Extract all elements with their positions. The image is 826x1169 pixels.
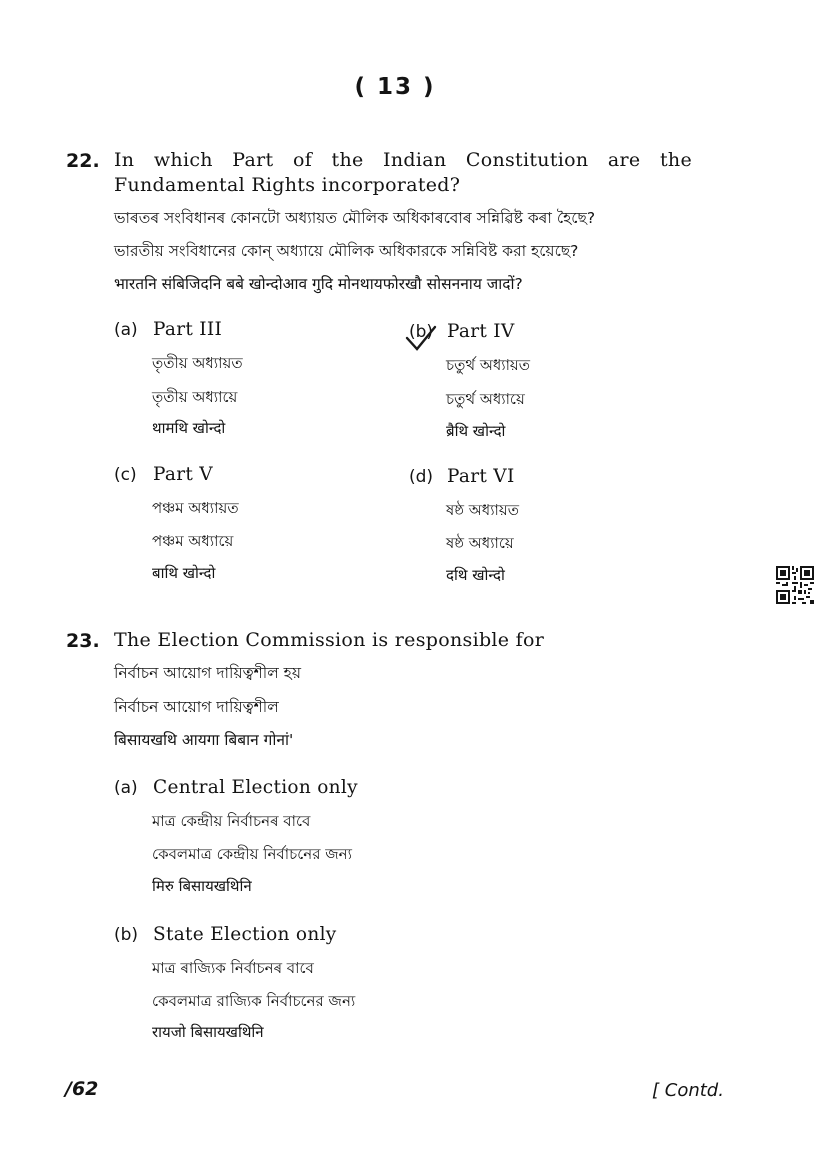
q23-option-a-bengali: কেবলমাত্র কেন্দ্রীয় নির্বাচনের জন্য xyxy=(152,845,352,863)
q23-option-b-assamese: মাত্ৰ ৰাজ্যিক নিৰ্বাচনৰ বাবে xyxy=(152,959,314,977)
question-22-bengali: ভারতীয় সংবিধানের কোন্ অধ্যায়ে মৌলিক অধিকারকে সন্নিবিষ্ট করা হয়েছে? xyxy=(114,242,579,260)
question-22-bodo: भारतनि संबिजिदनि बबे खोन्दोआव गुदि मोनथायफोरखौ सोसननाय जादों? xyxy=(114,275,523,293)
q22-option-b-label: (b) xyxy=(409,322,434,342)
q22-option-a-assamese: তৃতীয় অধ্যায়ত xyxy=(152,354,243,372)
question-22-text-line1: In which Part of the Indian Constitution are the xyxy=(114,149,692,171)
q22-option-b-text: Part IV xyxy=(447,321,515,342)
page-number: ( 13 ) xyxy=(354,74,436,100)
q22-option-c-label: (c) xyxy=(114,465,137,485)
q22-option-d-assamese: ষষ্ঠ অধ্যায়ত xyxy=(446,501,519,519)
paper-code: /62 xyxy=(65,1078,99,1100)
q22-option-b-bodo: ब्रैथि खोन्दो xyxy=(446,422,506,440)
q23-option-b-label: (b) xyxy=(114,925,139,945)
question-22-number: 22. xyxy=(66,150,100,172)
q22-option-d-label: (d) xyxy=(409,467,434,487)
question-22-text-line2: Fundamental Rights incorporated? xyxy=(114,174,461,196)
q22-option-c-bodo: बाथि खोन्दो xyxy=(152,564,216,582)
q22-option-a-text: Part III xyxy=(153,319,223,340)
continued-note: [ Contd. xyxy=(652,1080,724,1101)
q22-option-a-bengali: তৃতীয় অধ্যায়ে xyxy=(152,388,238,406)
q23-option-a-bodo: मिरु बिसायखथिनि xyxy=(152,877,252,895)
q22-option-d-bodo: दथि खोन्दो xyxy=(446,566,505,584)
q22-option-b-assamese: চতুৰ্থ অধ্যায়ত xyxy=(446,356,531,374)
answer-tick-mark xyxy=(404,324,438,352)
q22-option-c-assamese: পঞ্চম অধ্যায়ত xyxy=(152,499,239,517)
q23-option-b-text: State Election only xyxy=(153,924,337,945)
qr-code xyxy=(776,566,814,604)
question-22-assamese: ভাৰতৰ সংবিধানৰ কোনটো অধ্যায়ত মৌলিক অধিকাৰবোৰ সন্নিৱিষ্ট কৰা হৈছে? xyxy=(114,209,596,227)
question-23-bodo: बिसायखथि आयगा बिबान गोनां' xyxy=(114,731,294,749)
q22-option-c-text: Part V xyxy=(153,464,213,485)
q23-option-a-text: Central Election only xyxy=(153,777,358,798)
q22-option-d-text: Part VI xyxy=(447,466,515,487)
question-23-assamese: নিৰ্বাচন আয়োগ দায়িত্বশীল হয় xyxy=(114,664,301,682)
question-23-bengali: নির্বাচন আয়োগ দায়িত্বশীল xyxy=(114,698,279,716)
q22-option-a-label: (a) xyxy=(114,320,138,340)
question-23-text: The Election Commission is responsible for xyxy=(114,629,545,651)
q23-option-a-assamese: মাত্ৰ কেন্দ্ৰীয় নিৰ্বাচনৰ বাবে xyxy=(152,812,311,830)
q22-option-c-bengali: পঞ্চম অধ্যায়ে xyxy=(152,532,234,550)
q23-option-b-bengali: কেবলমাত্র রাজ্যিক নির্বাচনের জন্য xyxy=(152,992,356,1010)
q23-option-b-bodo: रायजो बिसायखथिनि xyxy=(152,1023,264,1041)
q22-option-d-bengali: ষষ্ঠ অধ্যায়ে xyxy=(446,534,514,552)
q22-option-a-bodo: थामथि खोन्दो xyxy=(152,419,226,437)
q22-option-b-bengali: চতুর্থ অধ্যায়ে xyxy=(446,390,525,408)
q23-option-a-label: (a) xyxy=(114,778,138,798)
question-23-number: 23. xyxy=(66,630,100,652)
